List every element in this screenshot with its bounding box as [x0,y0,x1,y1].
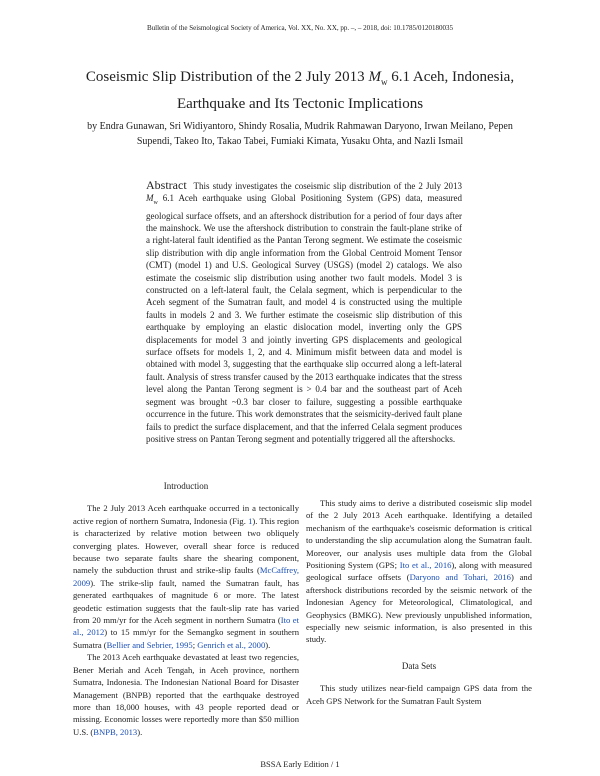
citation-bellier-sebrier-1995[interactable]: Bellier and Sebrier, 1995 [106,639,193,650]
text: This study aims to derive a distributed coseismic slip model of the 2 July 2013 Aceh earthquake. Identifying a detailed mechanism of the earthquake's coseismic deformation is critical to understanding the slip accumulation along the Sumatran fault. Moreover, our analysis uses multiple data from the Global Positioning System (GPS; [306,498,532,571]
author-list: by Endra Gunawan, Sri Widiyantoro, Shindy Rosalia, Mudrik Rahmawan Daryono, Irwan Meilano, Pepen Supendi, Takeo Ito, Takao Tabei, Fumiaki Kimata, Yusaku Ohta, and Nazli Ismail [87,121,513,147]
citation-ito-2016[interactable]: Ito et al., 2016 [399,560,452,571]
data-sets-paragraph-1: This study utilizes near-field campaign GPS data from the Aceh GPS Network for the Sumatran Fault System [306,683,532,706]
text: ), along with measured geological surface offsets ( [306,560,532,583]
abstract-mag-subscript: w [153,200,158,207]
data-sets-heading: Data Sets [401,660,437,671]
title-line1-rest: 6.1 Aceh, Indonesia, [391,69,515,85]
text: ). This region is characterized by relative motion between two obliquely converging plates. However, overall shear force is reduced because two separate faults share the shearing component, namely the subduction thrust and strike-slip faults ( [73,515,299,576]
page-footer: BSSA Early Edition / 1 [260,759,340,769]
text: ). The strike-slip fault, named the Sumatran fault, has generated earthquakes of magnitude 6 or more. The latest geodetic estimation suggests that the fault-slip rate has varied from 20 mm/yr for the Aceh segment in northern Sumatra ( [73,577,299,626]
text: The 2 July 2013 Aceh earthquake occurred in a tectonically active region of northern Sumatra, Indonesia (Fig. [73,503,299,526]
citation-mccaffrey-2009[interactable]: McCaffrey, 2009 [73,565,299,588]
text: ). [265,639,271,650]
citation-daryono-tohari-2016[interactable]: Daryono and Tohari, 2016 [409,572,511,583]
figure-1-link[interactable]: 1 [248,515,253,526]
abstract-text-part1: This study investigates the coseismic slip distribution of the 2 July 2013 [193,181,462,191]
citation-genrich-2000[interactable]: Genrich et al., 2000 [197,639,266,650]
title-line2: Earthquake and Its Tectonic Implications [176,96,424,112]
text: ) and aftershock distributions recorded by the seismic network of the Indonesian Agency for Meteorological, Climatological, and Geophysics (BMKG). New previously unpublished information, especially new seismic information, is also presented in this study. [306,572,532,645]
text: The 2013 Aceh earthquake devastated at least two regencies, Bener Meriah and Aceh Tengah, in Aceh province, northern Sumatra, Indonesia. The Indonesian National Board for Disaster Management (BNPB) reported that the earthquake destroyed more than 18,000 houses, with 43 people reported dead or missing. Economic losses were reportedly more than $50 million U.S. ( [73,652,299,737]
paper-title [60,66,540,115]
magnitude-symbol: M [368,69,381,85]
running-head: Bulletin of the Seismological Society of America, Vol. XX, No. XX, pp. –, – 2018, doi: 10.1785/0120180035 [147,24,453,32]
text: ) to 15 mm/yr for the Semangko segment in southern Sumatra ( [73,627,299,650]
right-column [306,497,532,707]
text: ; [192,639,198,650]
intro-paragraph-3 [306,497,532,646]
abstract [146,179,462,445]
abstract-mag-symbol: M [146,193,154,204]
citation-ito-2012[interactable]: Ito et al., 2012 [73,615,300,638]
text: ). [137,726,143,737]
citation-bnpb-2013[interactable]: BNPB, 2013 [93,726,138,737]
introduction-heading: Introduction [163,481,209,491]
intro-paragraph-1 [73,502,299,651]
magnitude-subscript: w [380,77,388,87]
abstract-label: Abstract [146,178,187,192]
title-line1: Coseismic Slip Distribution of the 2 July 2013 [85,69,365,85]
abstract-text-part2: 6.1 Aceh earthquake using Global Positioning System (GPS) data, measured geological surface offsets, and an aftershock distribution for a period of four days after the mainshock. We use the aftershock distribution to constrain the fault-plane strike of a right-lateral fault identified as the Pantan Terong segment. We estimate the coseismic slip distribution with dip angle information from the Global Centroid Moment Tensor (CMT) (model 1) and U.S. Geological Survey (USGS) (model 2) catalogs. We also estimate the coseismic slip distribution using another two fault models. Model 3 is constructed on a left-lateral fault, the Celala segment, which is perpendicular to the Aceh segment of the Sumatran fault, and model 4 is constructed using the multiple faults in models 2 and 3. We further estimate the coseismic slip distribution of this earthquake by employing an elastic dislocation model, inverting only the GPS displacements for model 3 and jointly inverting GPS displacements and geological surface offsets for models 1, 2, and 4. Minimum misfit between data and model is obtained with model 3, suggesting that the earthquake slip occurred along a left-lateral fault. Analysis of stress transfer caused by the 2013 earthquake indicates that the stress level along the Pantan Terong segment is > 0.4 bar and the southeast part of Aceh segment was brought ~0.3 bar closer to failure, suggesting a possible earthquake occurrence in the future. This work demonstrates that the seismicity-derived fault plane fails to predict the surface displacement, and that the inferred Celala segment produces positive stress on Pantan Terong segment and potentially triggered all the aftershocks. [146,193,462,444]
left-column [73,480,299,738]
intro-paragraph-2-start [73,651,299,738]
